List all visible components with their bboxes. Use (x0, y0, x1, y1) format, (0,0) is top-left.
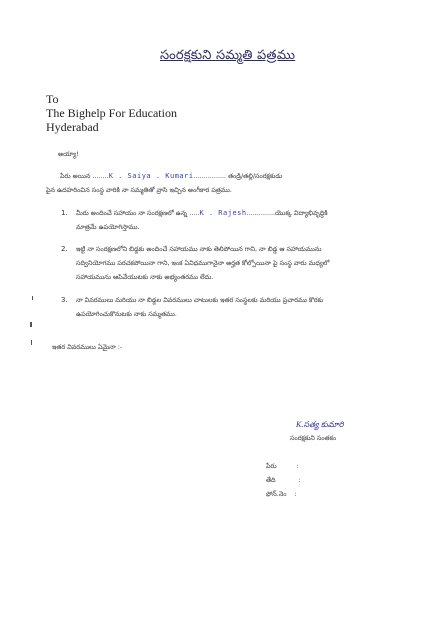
footer-field-phone (266, 490, 297, 500)
student-name: K . Rajesh (199, 209, 247, 217)
recipient-to: To (46, 92, 59, 106)
scan-mark (32, 296, 33, 300)
scan-mark (31, 340, 32, 345)
item-1-prefix: మీరు అందించే సహాయం నా సంరక్షణలో ఉన్న ..... (76, 209, 200, 217)
intro-line-1 (60, 172, 282, 182)
guardian-name: K . Saiya . Kumari (108, 172, 194, 180)
recipient-organization: The Bighelp For Education (46, 106, 177, 120)
item-1-line-2: మాత్రమే ఉపయోగిస్తాము. (76, 223, 140, 231)
other-details-label: ఇతర వివరములు ఏమైనా :- (52, 343, 123, 351)
item-number: 2. (61, 245, 68, 253)
item-3-line-1: నా వివరములు మరియు నా బిడ్డల వివరములు చాటులకు ఇతర సంస్థలకు మరియు ప్రచారము కొరకు (76, 296, 324, 304)
item-3-line-2: ఉపయోగించుకొనుటకు నాకు సమ్మతము. (76, 310, 177, 318)
item-number: 1. (61, 209, 68, 217)
letter-title: సంరక్షకుని సమ్మతి పత్రము (160, 48, 296, 63)
item-2-line-2: సద్వినియోగము పరచకపోయినా గాని, ఇంక ఏవిధముగానైనా అర్హత కోల్పోయినా పై సంస్థ వారు మధ్యలో (76, 259, 330, 267)
intro-suffix: ................ తండ్రి/తల్లి/సంరక్షకుడు (193, 172, 283, 180)
handwritten-signature: K.సత్య కుమారి (296, 420, 344, 429)
item-1-suffix: ..............యొక్క విద్యాభివృద్ధికి (246, 209, 328, 217)
intro-line-2: పైన ఉదహరించిన సంస్థ వారికి నా సమ్మతితో వ్రాసి ఇచ్చిన అంగీకార పత్రము. (46, 186, 232, 194)
signature-label: సంరక్షకుని సంతకం (290, 434, 337, 442)
footer-field-date (266, 476, 301, 486)
field-separator: : (294, 490, 297, 498)
scan-mark (30, 322, 32, 327)
field-label: ఫోన్.నెం (266, 490, 287, 498)
item-number: 3. (61, 296, 68, 304)
item-2-line-3: సహాయమును ఆపివేయుటకు నాకు అభ్యంతరము లేదు. (76, 273, 214, 281)
field-label: పేరు (266, 462, 277, 470)
intro-prefix: పేరు అయిన ........ (60, 172, 109, 180)
field-separator: : (298, 476, 301, 484)
field-label: తేది (266, 476, 276, 484)
recipient-city: Hyderabad (46, 120, 99, 134)
footer-field-name (266, 462, 299, 472)
field-separator: : (296, 462, 299, 470)
item-2-line-1: ఇట్టి నా సంరక్షణలోని బిడ్డకు అందించే సహాయము నాకు తెలిపోయిన గాని, నా బిడ్డ ఆ సహాయమును (76, 245, 322, 253)
salutation: అయ్యా! (58, 150, 79, 158)
item-1-line-1 (76, 209, 328, 219)
